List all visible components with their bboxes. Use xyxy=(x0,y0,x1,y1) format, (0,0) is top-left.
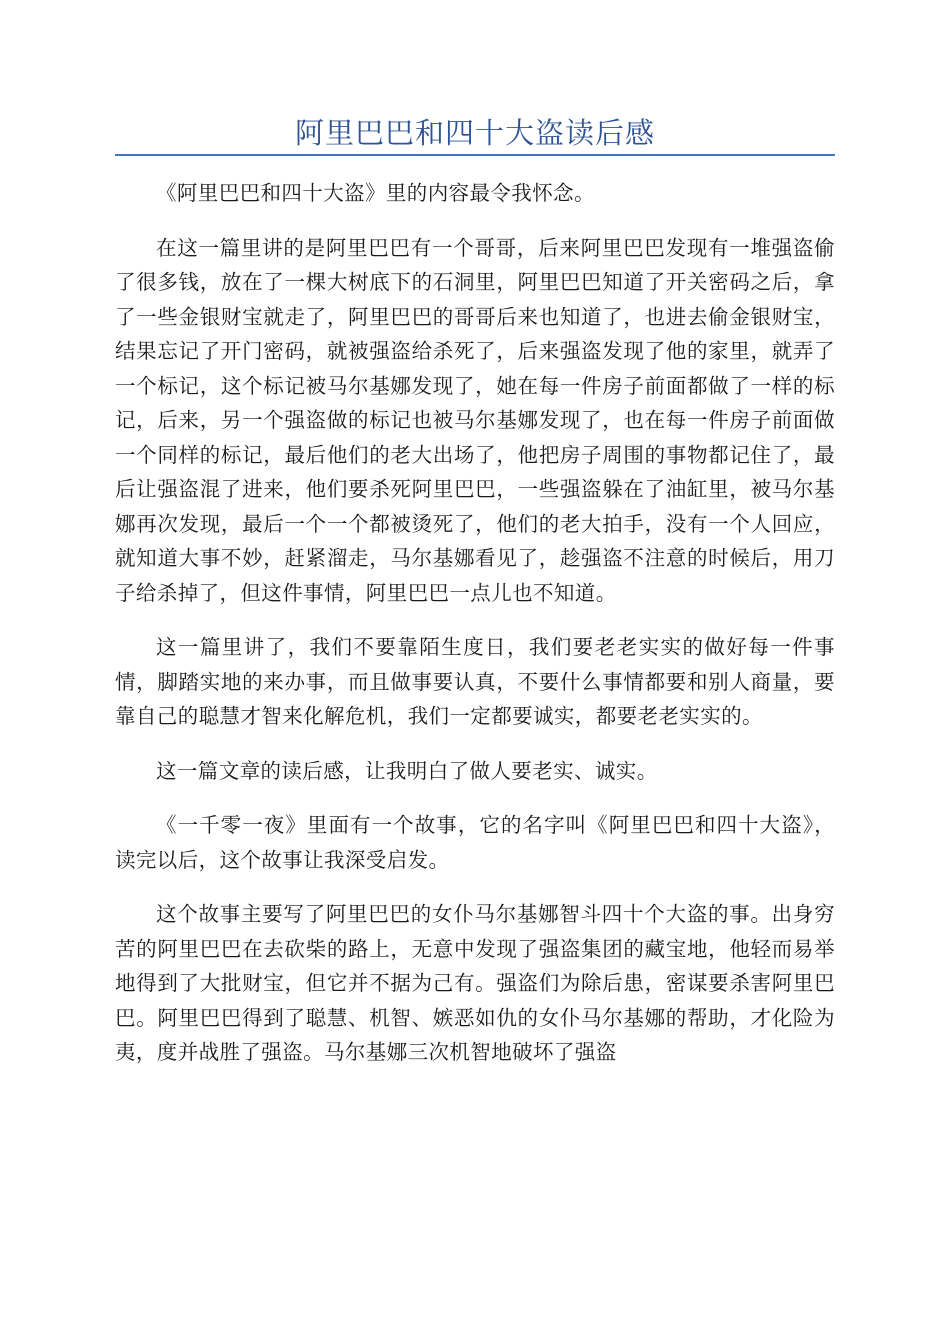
paragraph: 这一篇文章的读后感，让我明白了做人要老实、诚实。 xyxy=(156,758,658,783)
document-body xyxy=(115,176,835,1090)
paragraph: 《阿里巴巴和四十大盗》里的内容最令我怀念。 xyxy=(156,181,595,205)
paragraph: 这一篇里讲了，我们不要靠陌生度日，我们要老老实实的做好每一件事情，脚踏实地的来办事，而且做事要认真，不要什么事情都要和别人商量，要靠自己的聪慧才智来化解危机，我们一定都要诚实，都要老老实实的。 xyxy=(115,635,835,728)
paragraph: 在这一篇里讲的是阿里巴巴有一个哥哥，后来阿里巴巴发现有一堆强盗偷了很多钱，放在了一棵大树底下的石洞里，阿里巴巴知道了开关密码之后，拿了一些金银财宝就走了，阿里巴巴的哥哥后来也知道了，也进去偷金银财宝，结果忘记了开门密码，就被强盗给杀死了，后来强盗发现了他的家里，就弄了一个标记，这个标记被马尔基娜发现了，她在每一件房子前面都做了一样的标记，后来，另一个强盗做的标记也被马尔基娜发现了，也在每一件房子前面做一个同样的标记，最后他们的老大出场了，他把房子周围的事物都记住了，最后让强盗混了进来，他们要杀死阿里巴巴，一些强盗躲在了油缸里，被马尔基娜再次发现，最后一个一个都被烫死了，他们的老大拍手，没有一个人回应，就知道大事不妙，赶紧溜走，马尔基娜看见了，趁强盗不注意的时候后，用刀子给杀掉了，但这件事情，阿里巴巴一点儿也不知道。 xyxy=(115,235,835,605)
paragraph: 这个故事主要写了阿里巴巴的女仆马尔基娜智斗四十个大盗的事。出身穷苦的阿里巴巴在去砍柴的路上，无意中发现了强盗集团的藏宝地，他轻而易举地得到了大批财宝，但它并不据为己有。强盗们为除后患，密谋要杀害阿里巴巴。阿里巴巴得到了聪慧、机智、嫉恶如仇的女仆马尔基娜的帮助，才化险为夷，度并战胜了强盗。马尔基娜三次机智地破坏了强盗 xyxy=(115,902,835,1064)
document-title: 阿里巴巴和四十大盗读后感 xyxy=(294,116,655,150)
title-underline xyxy=(115,154,835,156)
paragraph: 《一千零一夜》里面有一个故事，它的名字叫《阿里巴巴和四十大盗》，读完以后，这个故事让我深受启发。 xyxy=(115,813,835,872)
